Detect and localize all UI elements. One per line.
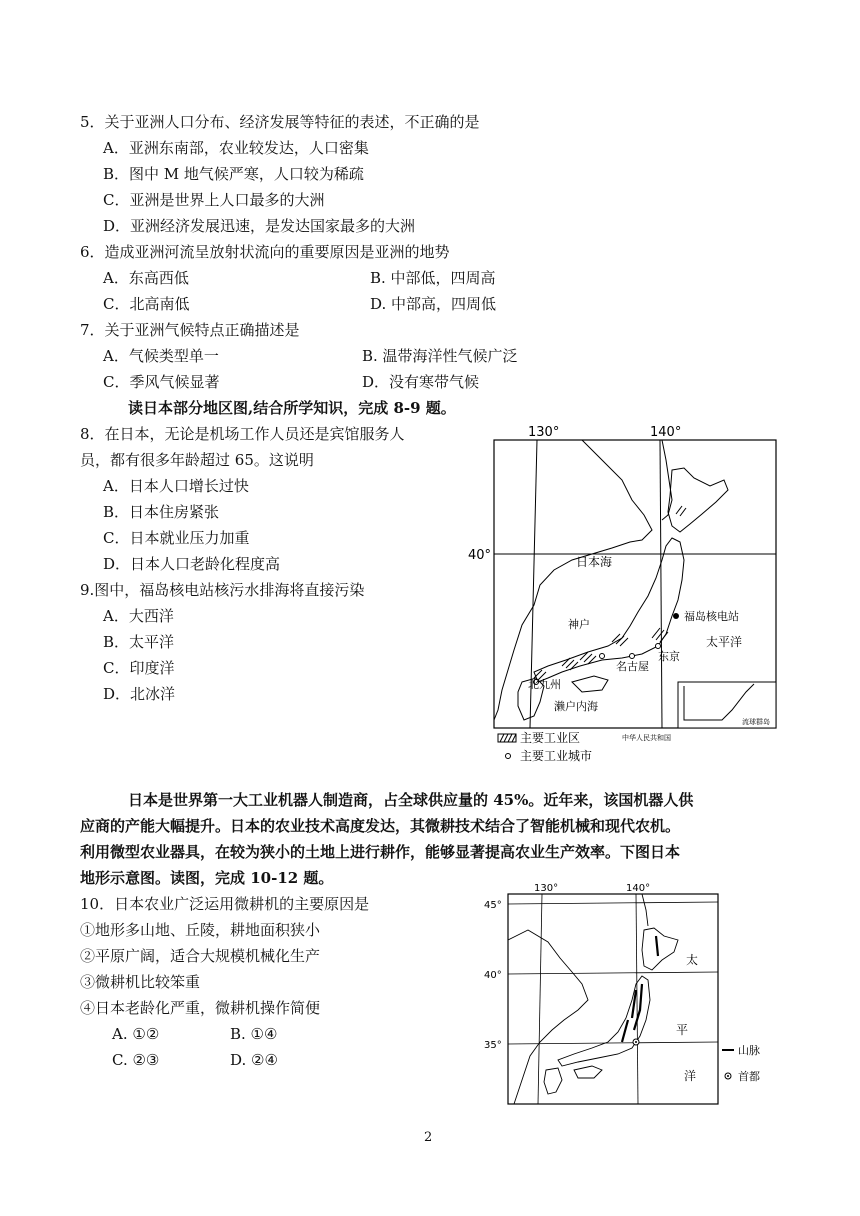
q6-stem: 6．造成亚洲河流呈放射状流向的重要原因是亚洲的地势: [80, 243, 450, 261]
q6-option-a: A．东高西低: [103, 269, 189, 287]
q10-option-b: B. ①④: [230, 1025, 278, 1043]
map1-nagoya: 名古屋: [616, 660, 649, 673]
q7-option-d: D．没有寒带气候: [362, 373, 480, 391]
map1-fukushima: 福岛核电站: [684, 610, 739, 623]
q6-option-b: B. 中部低，四周高: [370, 269, 496, 287]
q5-option-a: A．亚洲东南部，农业较发达，人口密集: [103, 139, 369, 157]
map2-lon-140: 140°: [626, 883, 651, 894]
q7-option-c: C．季风气候显著: [103, 373, 220, 391]
q7-stem: 7．关于亚洲气候特点正确描述是: [80, 321, 300, 339]
q8-option-c: C．日本就业压力加重: [103, 529, 250, 547]
map1-kobe: 神户: [568, 618, 590, 631]
q5-option-b: B．图中 M 地气候严寒，人口较为稀疏: [103, 165, 364, 183]
map1-legend-industrial-zone: 主要工业区: [520, 731, 581, 745]
map1-tokyo: 东京: [658, 650, 680, 663]
japan-industry-map: [462, 420, 792, 770]
page-number: 2: [424, 1130, 433, 1145]
q9-option-c: C．印度洋: [103, 659, 175, 677]
map2-lat-45: 45°: [484, 900, 502, 911]
japan-terrain-map: [478, 880, 778, 1108]
map2-yang: 洋: [684, 1069, 697, 1083]
q10-statement-2: ②平原广阔，适合大规模机械化生产: [80, 947, 321, 965]
q10-statement-3: ③微耕机比较笨重: [80, 973, 201, 991]
map1-lon-130: 130°: [528, 425, 560, 440]
q10-statement-4: ④日本老龄化严重，微耕机操作简便: [80, 999, 321, 1017]
q8-stem-line1: 8．在日本，无论是机场工作人员还是宾馆服务人: [80, 425, 405, 443]
q10-statement-1: ①地形多山地、丘陵，耕地面积狭小: [80, 921, 321, 939]
q7-option-a: A．气候类型单一: [103, 347, 219, 365]
map2-legend-capital: 首都: [738, 1070, 760, 1083]
q9-option-a: A．大西洋: [103, 607, 174, 625]
map1-pacific: 太平洋: [706, 635, 743, 649]
q8-option-d: D．日本人口老龄化程度高: [103, 555, 281, 573]
q9-option-d: D．北冰洋: [103, 685, 176, 703]
q9-option-b: B．太平洋: [103, 633, 175, 651]
q5-stem: 5．关于亚洲人口分布、经济发展等特征的表述，不正确的是: [80, 113, 480, 131]
map2-lat-40: 40°: [484, 970, 502, 981]
q5-option-c: C．亚洲是世界上人口最多的大洲: [103, 191, 325, 209]
q9-stem: 9.图中，福岛核电站核污水排海将直接污染: [80, 581, 365, 599]
map2-legend-mountain: 山脉: [738, 1044, 760, 1057]
map2-lon-130: 130°: [534, 883, 559, 894]
q8-stem-line2: 员，都有很多年龄超过 65。这说明: [80, 451, 314, 469]
map1-inland-sea: 濑户内海: [554, 700, 598, 713]
intro-q10-12-line2: 应商的产能大幅提升。日本的农业技术高度发达，其微耕技术结合了智能机械和现代农机。: [80, 817, 681, 835]
map1-kitakyushu: 北九州: [528, 678, 561, 691]
map1-ryukyu-label: 流球群岛: [742, 718, 770, 726]
q7-option-b: B. 温带海洋性气候广泛: [362, 347, 518, 365]
map2-ping: 平: [676, 1023, 689, 1037]
q10-stem: 10．日本农业广泛运用微耕机的主要原因是: [80, 895, 370, 913]
map2-tai: 太: [686, 953, 699, 967]
map2-lat-35: 35°: [484, 1040, 502, 1051]
q5-option-d: D．亚洲经济发展迅速，是发达国家最多的大洲: [103, 217, 416, 235]
map1-prc-label: 中华人民共和国: [622, 734, 671, 742]
q10-option-c: C. ②③: [112, 1051, 160, 1069]
intro-q10-12-line4: 地形示意图。读图，完成 10-12 题。: [80, 869, 334, 887]
intro-q10-12-line1: 日本是世界第一大工业机器人制造商，占全球供应量的 45%。近年来，该国机器人供: [128, 791, 694, 809]
map1-sea-of-japan: 日本海: [576, 555, 613, 569]
q6-option-d: D. 中部高，四周低: [370, 295, 497, 313]
map1-lat-40: 40°: [468, 548, 492, 563]
q8-option-a: A．日本人口增长过快: [103, 477, 249, 495]
q10-option-a: A. ①②: [112, 1025, 160, 1043]
map1-legend-industrial-city: 主要工业城市: [520, 749, 593, 763]
intro-q8-9: 读日本部分地区图,结合所学知识，完成 8-9 题。: [128, 399, 456, 417]
q10-option-d: D. ②④: [230, 1051, 278, 1069]
q8-option-b: B．日本住房紧张: [103, 503, 220, 521]
q6-option-c: C．北高南低: [103, 295, 190, 313]
map1-lon-140: 140°: [650, 425, 682, 440]
intro-q10-12-line3: 利用微型农业器具，在较为狭小的土地上进行耕作，能够显著提高农业生产效率。下图日本: [80, 843, 681, 861]
